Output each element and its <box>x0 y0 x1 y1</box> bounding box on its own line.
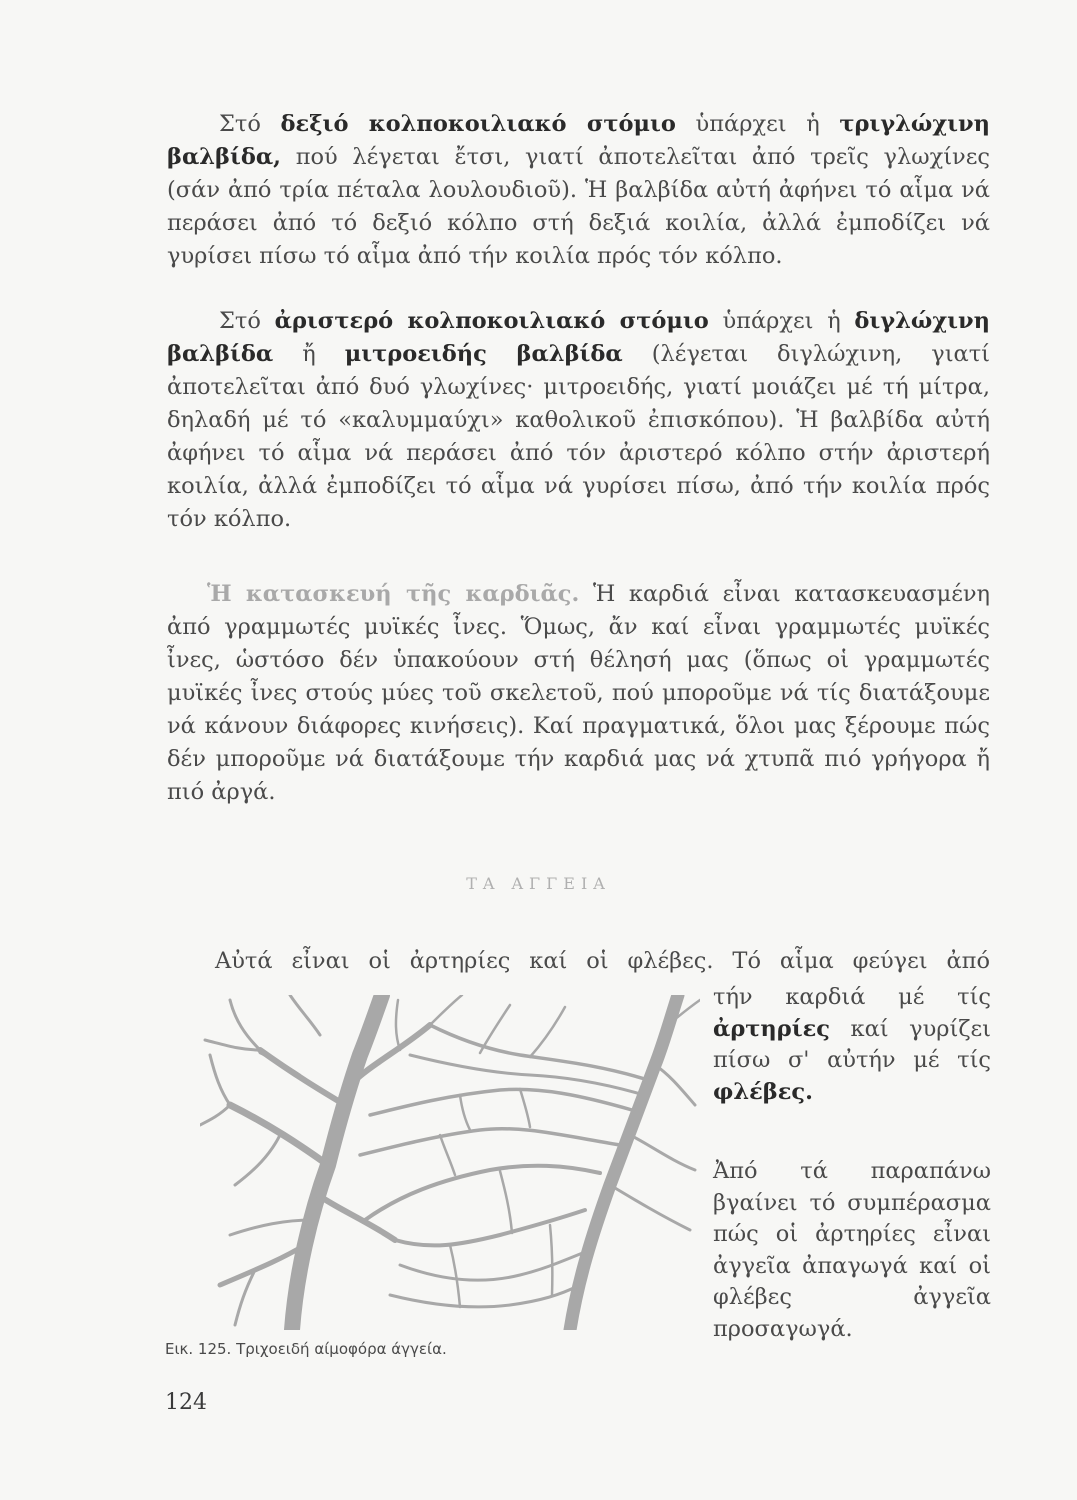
main-vessel-right <box>570 995 678 1330</box>
capillary-vessel <box>210 1055 230 1105</box>
capillary-vessel <box>260 1053 300 1075</box>
text-span: Ἡ καρδιά εἶναι κατασκευασμένη ἀπό γραμμωτές μυϊκές ἶνες. Ὅμως, ἄν καί εἶναι γραμμωτές μυϊκές ἶνες, ὡστόσο δέν ὑπακούουν στή θέλησή μας (ὅπως οἱ γραμμωτές μυϊκές ἶνες στούς μύες τοῦ σκελετοῦ, πού μποροῦμε νά τίς διατάξουμε νά κάνουν διάφορες κινήσεις). Καί πραγματικά, ὅλοι μας ξέρουμε πώς δέν μποροῦμε νά διατάξουμε τήν καρδιά μας νά χτυπᾶ πιό γρήγορα ἤ πιό ἀργά. <box>167 581 991 805</box>
inline-heading: Ἡ κατασκευή τῆς καρδιᾶς. <box>207 581 580 607</box>
text-span: ὑπάρχει ἡ <box>675 111 840 137</box>
capillary-vessel <box>655 1065 695 1105</box>
capillary-vessel <box>610 1185 690 1230</box>
bold-term: τριγλώχινη βαλβίδα, <box>167 111 991 170</box>
section-title: ΤΑ ΑΓΓΕΙΑ <box>466 874 611 893</box>
capillary-vessel <box>365 1166 600 1220</box>
intro-line: Αὐτά εἶναι οἱ ἀρτηρίες καί οἱ φλέβες. Τό αἷμα φεύγει ἀπό <box>215 948 990 974</box>
capillary-vessel <box>235 1135 280 1185</box>
capillary-vessel <box>440 1135 455 1175</box>
bold-term: διγλώχινη βαλβίδα <box>167 308 990 367</box>
side-text-conclusion: Ἀπό τά παραπάνω βγαίνει τό συμπέρασμα πώς οἱ ἀρτηρίες εἶναι ἀγγεῖα ἀπαγωγά καί οἱ φλέβες ἀγγεῖα προσαγωγά. <box>713 1158 991 1342</box>
bold-term: φλέβες. <box>713 1078 813 1105</box>
capillary-vessel <box>200 1105 230 1125</box>
figure-caption: Εικ. 125. Τριχοειδή αίμοφόρα άγγεία. <box>165 1340 447 1358</box>
text-span: ἤ <box>273 341 345 367</box>
capillary-vessel <box>550 1225 552 1295</box>
text-span: (λέγεται διγλώχινη, γιατί ἀποτελεῖται ἀπό δυό γλωχίνες· μιτροειδής, γιατί μοιάζει μέ τή μίτρα, δηλαδή μέ τό «καλυμμαύχι» καθολικοῦ ἐπισκόπου). Ἡ βαλβίδα αὐτή ἀφήνει τό αἷμα νά περάσει ἀπό τόν ἀριστερό κόλπο στήν ἀριστερή κοιλία, ἀλλά ἐμποδίζει τό αἷμα νά γυρίσει πίσω, ἀπό τήν κοιλία πρός τόν κόλπο. <box>167 341 990 532</box>
capillary-vessel <box>500 1171 512 1233</box>
capillary-vessel <box>630 1135 695 1170</box>
capillary-vessel <box>290 995 320 1035</box>
capillary-vessel <box>520 1089 530 1127</box>
text-span: τήν καρδιά μέ τίς <box>713 984 991 1010</box>
page-number: 124 <box>165 1390 207 1415</box>
capillary-vessel <box>460 1095 470 1130</box>
text-span: πού λέγεται ἔτσι, γιατί ἀποτελεῖται ἀπό τρεῖς γλωχίνες (σάν ἀπό τρία πέταλα λουλουδιοῦ). Ἡ βαλβίδα αὐτή ἀφήνει τό αἷμα νά περάσει ἀπό τό δεξιό κόλπο στή δεξιά κοιλία, ἀλλά ἐμποδίζει νά γυρίσει πίσω τό αἷμα ἀπό τήν κοιλία πρός τόν κόλπο. <box>167 144 990 269</box>
branch-vessel <box>318 1195 395 1240</box>
paragraph-tricuspid-valve <box>167 108 990 273</box>
bold-term: δεξιό κολποκοιλιακό στόμιο <box>280 111 676 137</box>
capillary-vessel <box>360 1129 620 1155</box>
capillary-vessel <box>395 1210 585 1245</box>
capillary-vessels-illustration <box>200 995 700 1330</box>
paragraph-mitral-valve <box>167 305 990 536</box>
text-span: Στό <box>219 111 281 137</box>
capillary-vessel <box>430 1025 648 1080</box>
text-span: ὑπάρχει ἡ <box>708 308 855 334</box>
text-span: καί γυρίζει πίσω σ' αὐτήν μέ τίς <box>713 1015 991 1073</box>
capillary-vessel <box>396 1000 400 1050</box>
capillary-vessel <box>530 1007 565 1057</box>
capillary-vessel <box>370 1089 632 1115</box>
side-text-arteries-veins <box>713 982 991 1108</box>
bold-term: μιτροειδής βαλβίδα <box>344 341 623 367</box>
bold-term: ἀριστερό κολποκοιλιακό στόμιο <box>274 308 709 334</box>
text-span: Στό <box>219 308 275 334</box>
bold-term: ἀρτηρίες <box>713 1015 831 1042</box>
capillary-vessel <box>230 1000 260 1050</box>
capillary-vessel <box>430 995 462 1025</box>
capillary-vessel <box>450 1245 460 1307</box>
capillary-vessel <box>400 1250 590 1280</box>
paragraph-heart-structure <box>167 578 990 809</box>
capillary-vessel <box>480 1005 510 1053</box>
main-vessel-left <box>292 995 382 1330</box>
